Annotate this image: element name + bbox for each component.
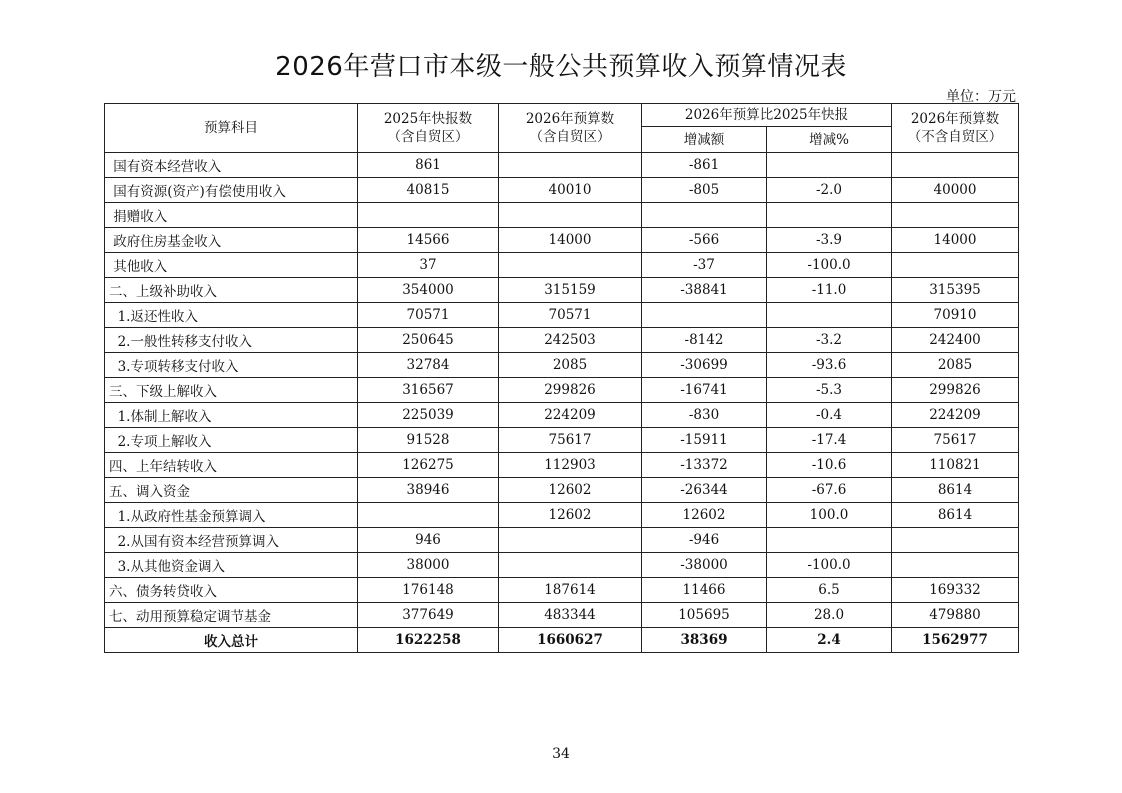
row-change-amount-cell: -8142 <box>642 328 767 353</box>
row-change-amount-cell: -861 <box>642 153 767 178</box>
table-row <box>105 478 1019 503</box>
header-change-amount: 增减额 <box>642 127 767 153</box>
row-2025-cell: 32784 <box>358 353 499 378</box>
row-subject-cell: 五、调入资金 <box>105 478 358 503</box>
row-change-amount-cell: 11466 <box>642 578 767 603</box>
row-2026-cell: 12602 <box>499 503 642 528</box>
row-change-amount-cell: 12602 <box>642 503 767 528</box>
table-row <box>105 553 1019 578</box>
table-row <box>105 578 1019 603</box>
row-change-amount-cell <box>642 303 767 328</box>
row-2025-cell: 250645 <box>358 328 499 353</box>
table-row <box>105 353 1019 378</box>
table-row <box>105 228 1019 253</box>
row-2025-cell: 126275 <box>358 453 499 478</box>
row-change-amount-cell: -566 <box>642 228 767 253</box>
table-row <box>105 378 1019 403</box>
row-2026-excl-cell <box>892 528 1019 553</box>
header-compare: 2026年预算比2025年快报 <box>642 104 892 127</box>
row-2026-cell: 242503 <box>499 328 642 353</box>
row-subject-cell: 3.从其他资金调入 <box>105 553 358 578</box>
row-subject-cell: 六、债务转贷收入 <box>105 578 358 603</box>
row-2025-cell: 225039 <box>358 403 499 428</box>
row-change-pct-cell: -3.9 <box>767 228 892 253</box>
row-2026-excl-cell <box>892 153 1019 178</box>
row-2026-cell: 299826 <box>499 378 642 403</box>
row-2026-excl-cell: 242400 <box>892 328 1019 353</box>
row-change-pct-cell: 28.0 <box>767 603 892 628</box>
header-2026 <box>499 104 642 153</box>
row-subject-cell: 其他收入 <box>105 253 358 278</box>
row-2026-excl-cell: 224209 <box>892 403 1019 428</box>
table-row <box>105 603 1019 628</box>
row-change-amount-cell: 38369 <box>642 628 767 653</box>
row-change-pct-cell <box>767 303 892 328</box>
row-change-pct-cell <box>767 528 892 553</box>
row-subject-cell: 捐赠收入 <box>105 203 358 228</box>
row-subject-cell: 1.体制上解收入 <box>105 403 358 428</box>
row-2026-cell: 315159 <box>499 278 642 303</box>
table-row <box>105 203 1019 228</box>
row-change-pct-cell: -3.2 <box>767 328 892 353</box>
row-change-amount-cell: -16741 <box>642 378 767 403</box>
row-subject-cell: 四、上年结转收入 <box>105 453 358 478</box>
row-2026-cell <box>499 553 642 578</box>
row-subject-cell: 国有资源(资产)有偿使用收入 <box>105 178 358 203</box>
row-2025-cell: 40815 <box>358 178 499 203</box>
row-subject-cell: 政府住房基金收入 <box>105 228 358 253</box>
row-change-pct-cell: -100.0 <box>767 253 892 278</box>
row-change-amount-cell: -30699 <box>642 353 767 378</box>
header-2025-line1: 2025年快报数 <box>383 111 473 127</box>
row-subject-cell: 七、动用预算稳定调节基金 <box>105 603 358 628</box>
row-subject-cell: 三、下级上解收入 <box>105 378 358 403</box>
row-2026-cell: 187614 <box>499 578 642 603</box>
row-2025-cell: 14566 <box>358 228 499 253</box>
row-2026-cell: 112903 <box>499 453 642 478</box>
row-change-amount-cell: -26344 <box>642 478 767 503</box>
row-change-pct-cell: -67.6 <box>767 478 892 503</box>
table-header <box>105 104 1019 153</box>
row-change-pct-cell: -93.6 <box>767 353 892 378</box>
row-2026-cell: 75617 <box>499 428 642 453</box>
table-row <box>105 303 1019 328</box>
row-change-pct-cell: 2.4 <box>767 628 892 653</box>
row-change-amount-cell: -15911 <box>642 428 767 453</box>
row-2025-cell: 316567 <box>358 378 499 403</box>
row-2026-cell <box>499 528 642 553</box>
row-subject-cell: 2.专项上解收入 <box>105 428 358 453</box>
unit-label: 单位：万元 <box>946 89 1016 105</box>
row-2026-excl-cell: 40000 <box>892 178 1019 203</box>
page-number: 34 <box>552 746 570 762</box>
row-2026-cell <box>499 203 642 228</box>
row-change-amount-cell: -805 <box>642 178 767 203</box>
header-2026-excl-line2: （不含自贸区） <box>907 129 1003 145</box>
row-change-pct-cell: -10.6 <box>767 453 892 478</box>
row-change-amount-cell: -946 <box>642 528 767 553</box>
row-2026-cell: 70571 <box>499 303 642 328</box>
row-change-pct-cell: -5.3 <box>767 378 892 403</box>
row-2026-excl-cell: 110821 <box>892 453 1019 478</box>
row-change-pct-cell: 100.0 <box>767 503 892 528</box>
row-2026-cell: 14000 <box>499 228 642 253</box>
row-subject-cell: 2.从国有资本经营预算调入 <box>105 528 358 553</box>
table-row <box>105 328 1019 353</box>
row-change-amount-cell: 105695 <box>642 603 767 628</box>
row-subject-cell: 1.从政府性基金预算调入 <box>105 503 358 528</box>
total-row <box>105 628 1019 653</box>
row-2026-excl-cell: 169332 <box>892 578 1019 603</box>
row-2026-excl-cell: 299826 <box>892 378 1019 403</box>
row-2026-excl-cell: 2085 <box>892 353 1019 378</box>
row-2026-cell: 483344 <box>499 603 642 628</box>
table-row <box>105 153 1019 178</box>
row-2025-cell <box>358 203 499 228</box>
table-row <box>105 503 1019 528</box>
row-subject-cell: 3.专项转移支付收入 <box>105 353 358 378</box>
header-2025-line2: （含自贸区） <box>387 129 469 145</box>
header-change-pct: 增减% <box>767 127 892 153</box>
row-2026-cell <box>499 153 642 178</box>
row-change-amount-cell: -13372 <box>642 453 767 478</box>
row-2026-excl-cell: 315395 <box>892 278 1019 303</box>
row-change-amount-cell: -38000 <box>642 553 767 578</box>
table-row <box>105 403 1019 428</box>
row-change-pct-cell: -17.4 <box>767 428 892 453</box>
row-2026-excl-cell <box>892 553 1019 578</box>
row-change-pct-cell: -100.0 <box>767 553 892 578</box>
row-change-pct-cell: -0.4 <box>767 403 892 428</box>
row-2025-cell <box>358 503 499 528</box>
table-body <box>105 153 1019 653</box>
table-row <box>105 178 1019 203</box>
row-2026-excl-cell: 8614 <box>892 503 1019 528</box>
row-change-pct-cell <box>767 153 892 178</box>
header-2025 <box>358 104 499 153</box>
row-change-amount-cell: -38841 <box>642 278 767 303</box>
table-row <box>105 528 1019 553</box>
row-2026-excl-cell: 1562977 <box>892 628 1019 653</box>
row-subject-cell: 二、上级补助收入 <box>105 278 358 303</box>
row-2026-cell: 40010 <box>499 178 642 203</box>
row-2025-cell: 946 <box>358 528 499 553</box>
row-2025-cell: 91528 <box>358 428 499 453</box>
row-2025-cell: 1622258 <box>358 628 499 653</box>
table-row <box>105 453 1019 478</box>
row-2026-cell: 224209 <box>499 403 642 428</box>
row-change-amount-cell: -830 <box>642 403 767 428</box>
row-2026-excl-cell: 8614 <box>892 478 1019 503</box>
header-2026-excl <box>892 104 1019 153</box>
row-2026-cell <box>499 253 642 278</box>
row-change-pct-cell: -2.0 <box>767 178 892 203</box>
row-subject-cell: 2.一般性转移支付收入 <box>105 328 358 353</box>
row-2026-excl-cell: 479880 <box>892 603 1019 628</box>
row-2026-excl-cell <box>892 203 1019 228</box>
header-2026-line1: 2026年预算数 <box>525 111 615 127</box>
row-2026-excl-cell: 70910 <box>892 303 1019 328</box>
row-2026-cell: 12602 <box>499 478 642 503</box>
row-change-pct-cell: 6.5 <box>767 578 892 603</box>
row-2026-excl-cell: 14000 <box>892 228 1019 253</box>
row-2025-cell: 176148 <box>358 578 499 603</box>
table-row <box>105 278 1019 303</box>
row-change-pct-cell: -11.0 <box>767 278 892 303</box>
row-change-amount-cell <box>642 203 767 228</box>
row-2025-cell: 70571 <box>358 303 499 328</box>
header-2026-line2: （含自贸区） <box>529 129 611 145</box>
table-row <box>105 253 1019 278</box>
row-2025-cell: 38946 <box>358 478 499 503</box>
budget-table <box>104 103 1019 653</box>
row-2026-cell: 1660627 <box>499 628 642 653</box>
row-2025-cell: 37 <box>358 253 499 278</box>
row-2026-excl-cell <box>892 253 1019 278</box>
row-2026-excl-cell: 75617 <box>892 428 1019 453</box>
row-2026-cell: 2085 <box>499 353 642 378</box>
row-subject-cell: 收入总计 <box>105 628 358 653</box>
row-2025-cell: 354000 <box>358 278 499 303</box>
page-title: 2026年营口市本级一般公共预算收入预算情况表 <box>275 52 847 82</box>
row-subject-cell: 1.返还性收入 <box>105 303 358 328</box>
header-subject: 预算科目 <box>105 104 358 153</box>
header-2026-excl-line1: 2026年预算数 <box>910 111 1000 127</box>
row-2025-cell: 377649 <box>358 603 499 628</box>
row-2025-cell: 38000 <box>358 553 499 578</box>
table-row <box>105 428 1019 453</box>
row-change-amount-cell: -37 <box>642 253 767 278</box>
row-2025-cell: 861 <box>358 153 499 178</box>
row-change-pct-cell <box>767 203 892 228</box>
row-subject-cell: 国有资本经营收入 <box>105 153 358 178</box>
